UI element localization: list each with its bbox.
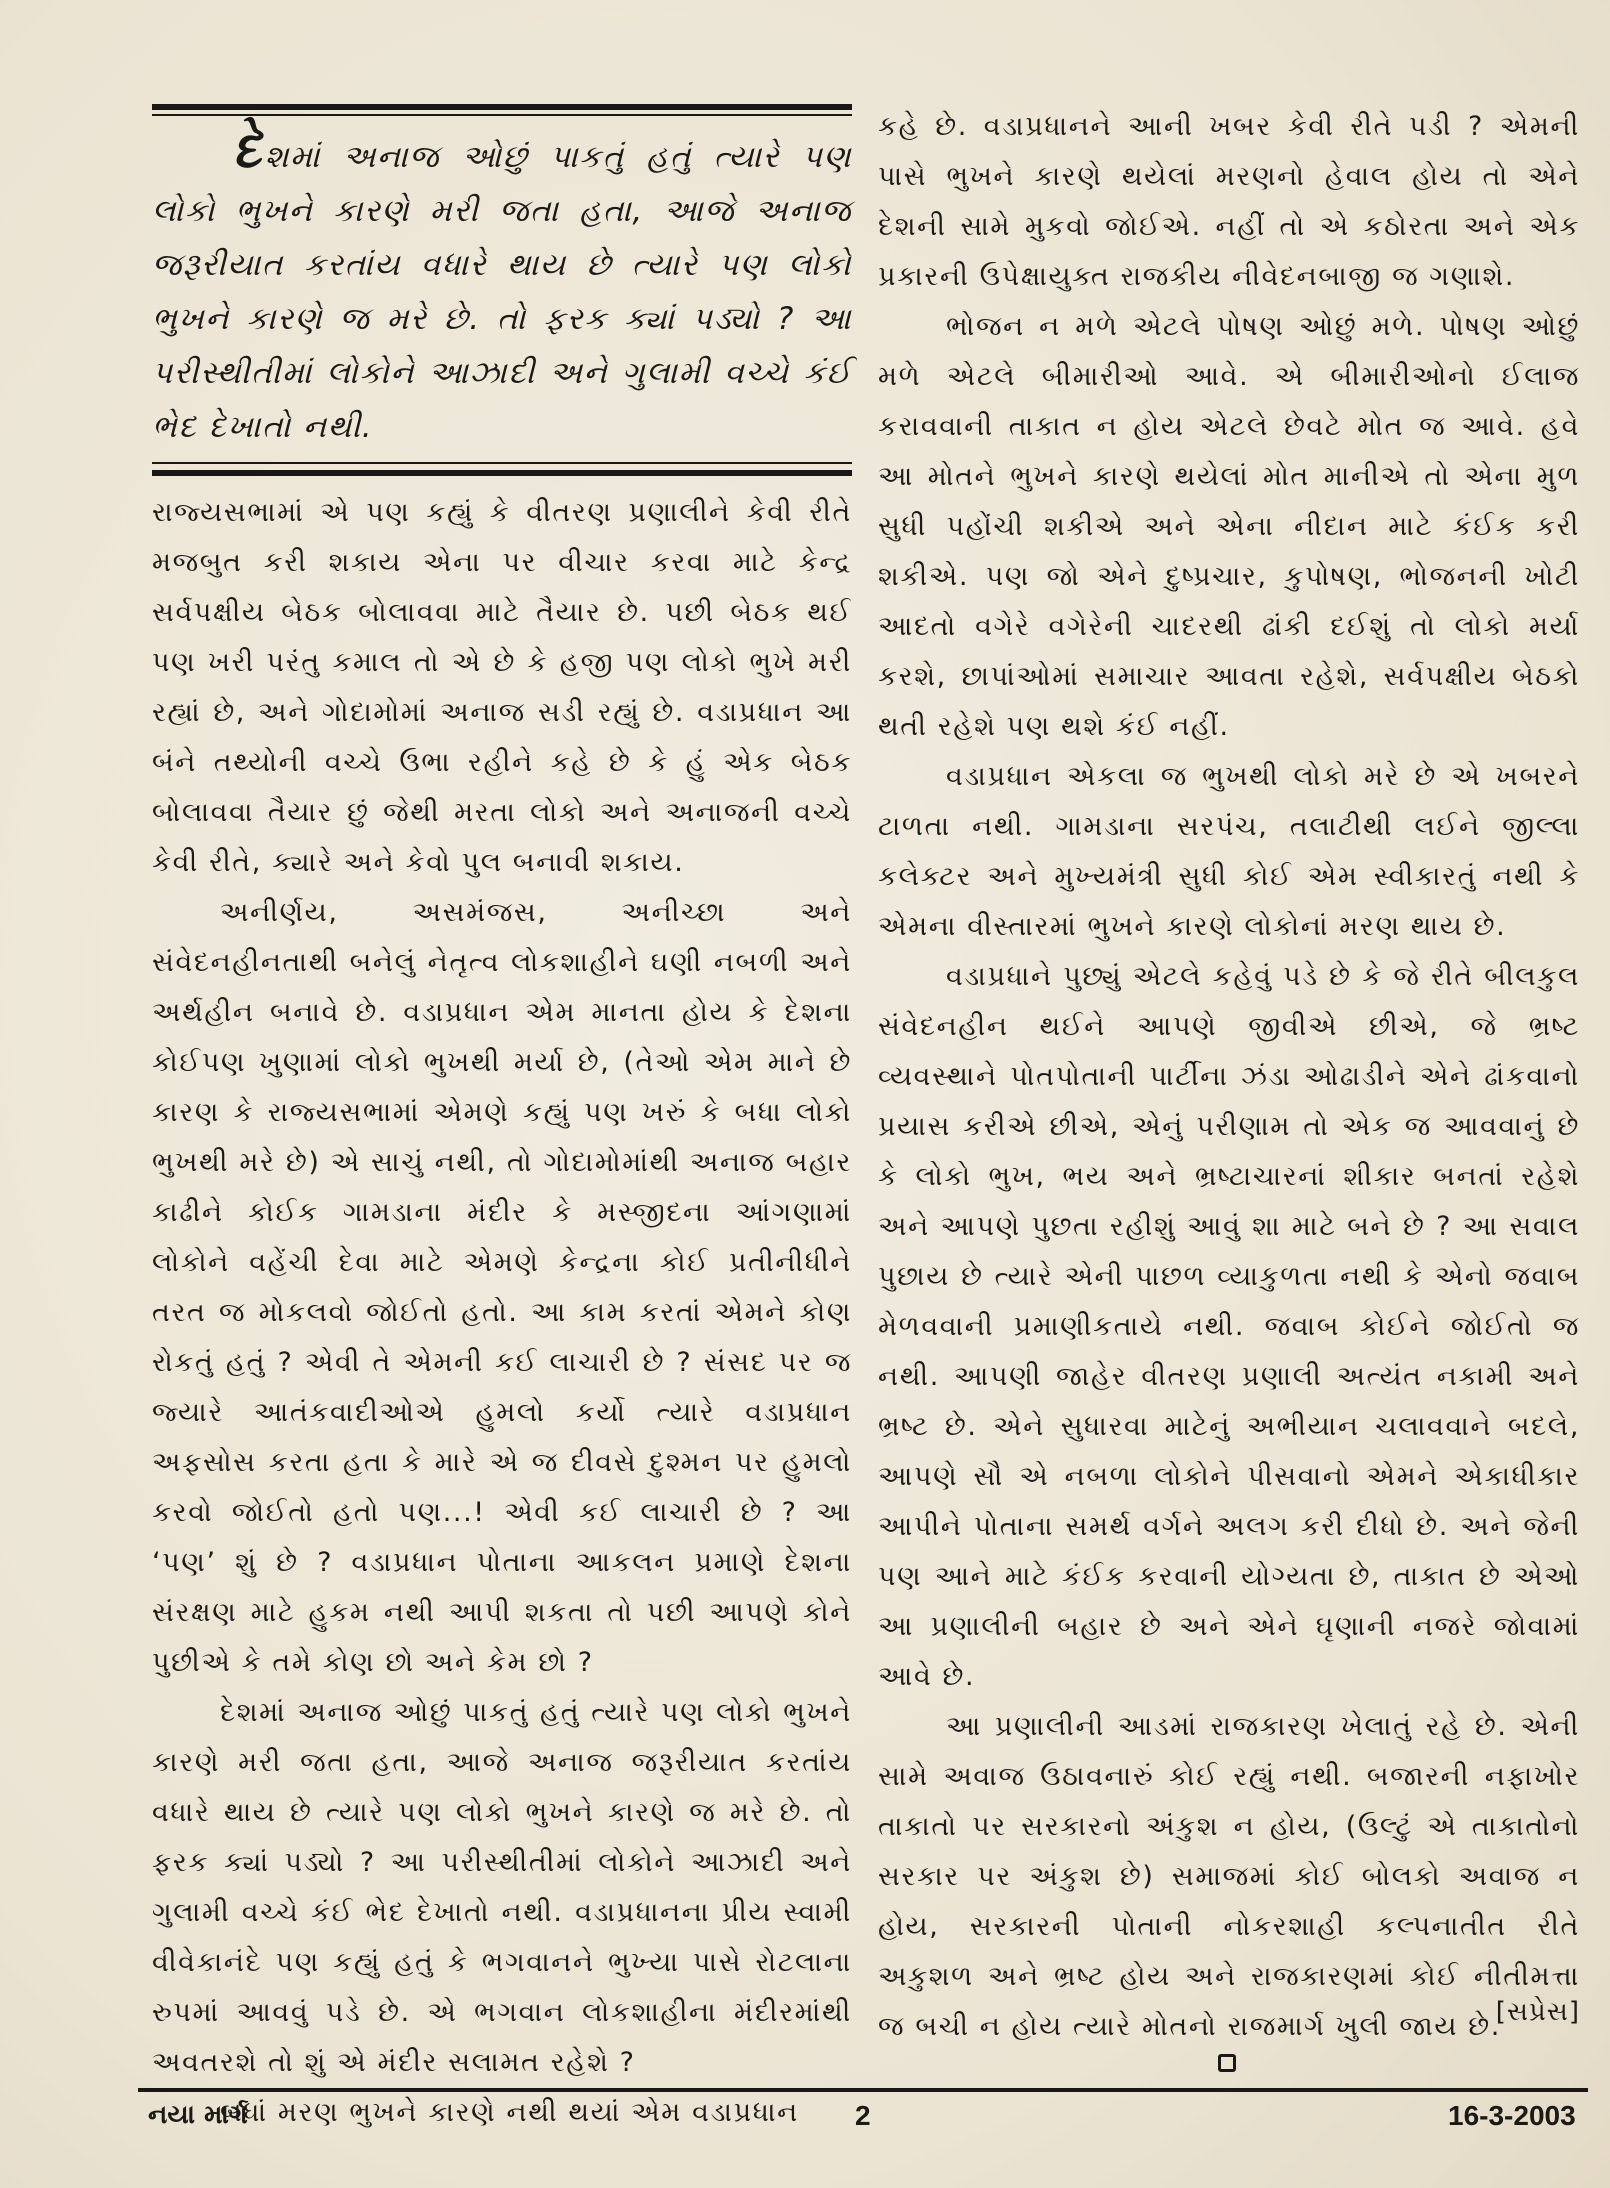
pullquote-top-rule [152, 104, 852, 110]
pullquote-bottom-rule [152, 470, 852, 476]
left-column-body [152, 488, 852, 2138]
article-paragraph: આ પ્રણાલીની આડમાં રાજકારણ ખેલાતું રહે છે. એની સામે અવાજ ઉઠાવનારું કોઈ રહ્યું નથી. બજારની નફાખોર તાકાતો પર સરકારનો અંકુશ ન હોય, (ઉલ્ટું એ તાકાતોનો સરકાર પર અંકુશ છે) સમાજમાં કોઈ બોલકો અવાજ ન હોય, સરકારની પોતાની નોકરશાહી કલ્પનાતીત રીતે અકુશળ અને ભ્રષ્ટ હોય અને રાજકારણમાં કોઈ નીતીમત્તા જ બચી ન હોય ત્યારે મોતનો રાજમાર્ગ ખુલી જાય છે. [878, 1711, 1580, 2042]
article-paragraph: વડાપ્રધાન એકલા જ ભુખથી લોકો મરે છે એ ખબરને ટાળતા નથી. ગામડાના સરપંચ, તલાટીથી લઈને જીલ્લા કલેક્ટર અને મુખ્યમંત્રી સુધી કોઈ એમ સ્વીકારતું નથી કે એમના વીસ્તારમાં ભુખને કારણે લોકોનાં મરણ થાય છે. [878, 761, 1580, 942]
pullquote-text: શમાં અનાજ ઓછું પાકતું હતું ત્યારે પણ લોકો ભુખને કારણે મરી જતા હતા, આજે અનાજ જરૂરીયાત કરતાંય વધારે થાય છે ત્યારે પણ લોકો ભુખને કારણે જ મરે છે. તો ફરક ક્યાં પડ્યો ? આ પરીસ્થીતીમાં લોકોને આઝાદી અને ગુલામી વચ્ચે કંઈ ભેદ દેખાતો નથી. [152, 139, 852, 445]
issue-date: 16-3-2003 [1448, 2100, 1576, 2131]
article-source: [સપ્રેસ] [1495, 1997, 1580, 2027]
article-paragraph: ભોજન ન મળે એટલે પોષણ ઓછું મળે. પોષણ ઓછું મળે એટલે બીમારીઓ આવે. એ બીમારીઓનો ઈલાજ કરાવવાની તાકાત ન હોય એટલે છેવટે મોત જ આવે. હવે આ મોતને ભુખને કારણે થયેલાં મોત માનીએ તો એના મુળ સુધી પહોંચી શકીએ અને એના નીદાન માટે કંઈક કરી શકીએ. પણ જો એને દુષ્પ્રચાર, કુપોષણ, ભોજનની ખોટી આદતો વગેરે વગેરેની ચાદરથી ઢાંકી દઈશું તો લોકો મર્યા કરશે, છાપાંઓમાં સમાચાર આવતા રહેશે, સર્વપક્ષીય બેઠકો થતી રહેશે પણ થશે કંઈ નહીં. [878, 311, 1580, 742]
article-paragraph: રાજ્યસભામાં એ પણ કહ્યું કે વીતરણ પ્રણાલીને કેવી રીતે મજબુત કરી શકાય એના પર વીચાર કરવા માટે કેન્દ્ર સર્વપક્ષીય બેઠક બોલાવવા માટે તૈયાર છે. પછી બેઠક થઈ પણ ખરી પરંતુ કમાલ તો એ છે કે હજી પણ લોકો ભુખે મરી રહ્યાં છે, અને ગોદામોમાં અનાજ સડી રહ્યું છે. વડાપ્રધાન આ બંને તથ્યોની વચ્ચે ઉભા રહીને કહે છે કે હું એક બેઠક બોલાવવા તૈયાર છું જેથી મરતા લોકો અને અનાજની વચ્ચે કેવી રીતે, ક્યારે અને કેવો પુલ બનાવી શકાય. [152, 497, 852, 878]
article-paragraph: અનીર્ણય, અસમંજસ, અનીચ્છા અને સંવેદનહીનતાથી બનેલું નેતૃત્વ લોકશાહીને ઘણી નબળી અને અર્થહીન બનાવે છે. વડાપ્રધાન એમ માનતા હોય કે દેશના કોઈપણ ખુણામાં લોકો ભુખથી મર્યા છે, (તેઓ એમ માને છે કારણ કે રાજ્યસભામાં એમણે કહ્યું પણ ખરું કે બધા લોકો ભુખથી મરે છે) એ સાચું નથી, તો ગોદામોમાંથી અનાજ બહાર કાઢીને કોઈક ગામડાના મંદીર કે મસ્જીદના આંગણામાં લોકોને વહેંચી દેવા માટે એમણે કેન્દ્રના કોઈ પ્રતીનીધીને તરત જ મોકલવો જોઈતો હતો. આ કામ કરતાં એમને કોણ રોકતું હતું ? એવી તે એમની કઈ લાચારી છે ? સંસદ પર જ જ્યારે આતંકવાદીઓએ હુમલો કર્યો ત્યારે વડાપ્રધાન અફસોસ કરતા હતા કે મારે એ જ દીવસે દુશ્મન પર હુમલો કરવો જોઈતો હતો પણ...! એવી કઈ લાચારી છે ? આ ‘પણ’ શું છે ? વડાપ્રધાન પોતાના આકલન પ્રમાણે દેશના સંરક્ષણ માટે હુકમ નથી આપી શકતા તો પછી આપણે કોને પુછીએ કે તમે કોણ છો અને કેમ છો ? [152, 897, 852, 1678]
page-number: 2 [855, 2100, 871, 2131]
pullquote-dropcap: દે [232, 120, 263, 180]
end-of-article-icon [1218, 2054, 1236, 2072]
publication-name: નયા માર્ગ [148, 2100, 248, 2130]
article-paragraph: બધાં મરણ ભુખને કારણે નથી થયાં એમ વડાપ્રધાન [220, 2097, 799, 2128]
pullquote [152, 120, 852, 454]
pullquote-top-rule-thin [152, 114, 852, 116]
footer-rule [138, 2088, 1588, 2092]
article-paragraph: દેશમાં અનાજ ઓછું પાકતું હતું ત્યારે પણ લોકો ભુખને કારણે મરી જતા હતા, આજે અનાજ જરૂરીયાત કરતાંય વધારે થાય છે ત્યારે પણ લોકો ભુખને કારણે જ મરે છે. તો ફરક ક્યાં પડ્યો ? આ પરીસ્થીતીમાં લોકોને આઝાદી અને ગુલામી વચ્ચે કંઈ ભેદ દેખાતો નથી. વડાપ્રધાનના પ્રીય સ્વામી વીવેકાનંદે પણ કહ્યું હતું કે ભગવાનને ભુખ્યા પાસે રોટલાના રુપમાં આવવું પડે છે. એ ભગવાન લોકશાહીના મંદીરમાંથી અવતરશે તો શું એ મંદીર સલામત રહેશે ? [152, 1697, 852, 2078]
right-column [878, 0, 1580, 2080]
right-column-body [878, 102, 1580, 2052]
article-paragraph: વડાપ્રધાને પુછ્યું એટલે કહેવું પડે છે કે જે રીતે બીલકુલ સંવેદનહીન થઈને આપણે જીવીએ છીએ, જે ભ્રષ્ટ વ્યવસ્થાને પોતપોતાની પાર્ટીના ઝંડા ઓઢાડીને એને ઢાંકવાનો પ્રયાસ કરીએ છીએ, એનું પરીણામ તો એક જ આવવાનું છે કે લોકો ભુખ, ભય અને ભ્રષ્ટાચારનાં શીકાર બનતાં રહેશે અને આપણે પુછતા રહીશું આવું શા માટે બને છે ? આ સવાલ પુછાય છે ત્યારે એની પાછળ વ્યાકુળતા નથી કે એનો જવાબ મેળવવાની પ્રમાણીકતાયે નથી. જવાબ કોઈને જોઈતો જ નથી. આપણી જાહેર વીતરણ પ્રણાલી અત્યંત નકામી અને ભ્રષ્ટ છે. એને સુધારવા માટેનું અભીયાન ચલાવવાને બદલે, આપણે સૌ એ નબળા લોકોને પીસવાનો એમને એકાધીકાર આપીને પોતાના સમર્થ વર્ગને અલગ કરી દીધો છે. અને જેની પણ આને માટે કંઈક કરવાની યોગ્યતા છે, તાકાત છે એઓ આ પ્રણાલીની બહાર છે અને એને ઘૃણાની નજરે જોવામાં આવે છે. [878, 961, 1580, 1692]
pullquote-bottom-rule-thin [152, 462, 852, 464]
article-paragraph: કહે છે. વડાપ્રધાનને આની ખબર કેવી રીતે પડી ? એમની પાસે ભુખને કારણે થયેલાં મરણનો હેવાલ હોય તો એને દેશની સામે મુકવો જોઈએ. નહીં તો એ કઠોરતા અને એક પ્રકારની ઉપેક્ષાયુક્ત રાજકીય નીવેદનબાજી જ ગણાશે. [878, 111, 1580, 292]
